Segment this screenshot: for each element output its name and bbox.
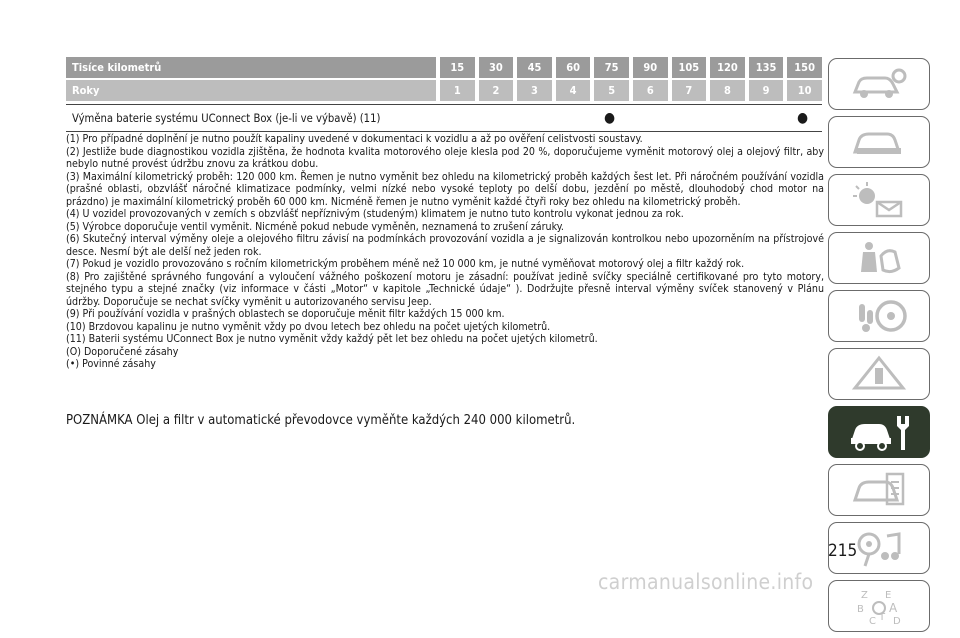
tab-safety[interactable]: [828, 232, 930, 284]
tab-driving[interactable]: [828, 290, 930, 342]
tab-index[interactable]: [828, 580, 930, 632]
header-year-cell: 5: [590, 80, 629, 101]
car-maintenance-icon: [847, 412, 911, 452]
header-km-label: Tisíce kilometrů: [72, 61, 162, 74]
tab-warning-lights[interactable]: [828, 174, 930, 226]
tab-emergency[interactable]: [828, 348, 930, 400]
safety-icon: [847, 238, 911, 278]
page-number: 215: [828, 541, 858, 561]
header-year-cell: 10: [783, 80, 822, 101]
footnote: (2) Jestliže bude diagnostikou vozidla zjištěna, že hodnota kvalita motorového oleje klesla pod 20 %, doporučujeme vyměnit motorový olej a olejový filtr, aby nebylo nutné provést údržbu znovu za krátkou dobu.: [66, 145, 824, 170]
footnote: (11) Baterii systému UConnect Box je nutno vyměnit vždy každý pět let bez ohledu na počet ujetých kilometrů.: [66, 333, 598, 345]
row-label: Výměna baterie systému UConnect Box (je-li ve výbavě) (11): [72, 111, 381, 125]
header-km-cell: 105: [668, 57, 707, 78]
footnote: (4) U vozidel provozovaných v zemích s obzvlášť nepříznivým (studeným) klimatem je nutno tuto kontrolu vykonat jednou za rok.: [66, 208, 684, 220]
header-year-cell: 9: [745, 80, 784, 101]
footnote: (9) Při používání vozidla v prašných oblastech se doporučuje měnit filtr každých 15 000 km.: [66, 308, 505, 320]
header-km-cell: 135: [745, 57, 784, 78]
row-marks: [436, 108, 822, 129]
footnote: (6) Skutečný interval výměny oleje a olejového filtru závisí na podmínkách provozování vozidla a je signalizován kontrolkou nebo upozorněním na přístrojové desce. Nesmí být ale delší než jeden rok.: [66, 233, 824, 258]
header-year-cell: 6: [629, 80, 668, 101]
technical-data-icon: [847, 470, 911, 510]
header-km-cell: 30: [475, 57, 514, 78]
svg-text:E: E: [885, 590, 892, 601]
index-icon: [847, 586, 911, 626]
row-mark-cell: [745, 108, 784, 129]
svg-text:C: C: [869, 616, 876, 626]
header-year-cell: 3: [513, 80, 552, 101]
header-years-cells: [436, 80, 822, 101]
footnote: (3) Maximální kilometrický proběh: 120 000 km. Řemen je nutno vyměnit bez ohledu na kilometrický proběh každých šest let. Při náročném používání vozidla (prašné oblasti, obzvlášť náročné klimatizace podmínky, velmi nízké nebo vysoké teploty po delší dobu, jezdění po městě, dlouhodobý chod motor na prázdno) je maximální kilometrický proběh 60 000 km. Nicméně řemen je nutno vyměnit každé čtyři roky bez ohledu na kilometrický proběh.: [66, 170, 824, 208]
tab-dashboard[interactable]: [828, 116, 930, 168]
header-year-cell: 7: [668, 80, 707, 101]
header-year-cell: 2: [475, 80, 514, 101]
header-years-label: Roky: [72, 84, 100, 97]
svg-text:D: D: [893, 616, 901, 626]
dashboard-icon: [847, 122, 911, 162]
row-mark-cell: [436, 108, 475, 129]
table-row: [66, 104, 822, 132]
row-mark-cell: ●: [797, 109, 809, 126]
poznamka-note: POZNÁMKA Olej a filtr v automatické převodovce vyměňte každých 240 000 kilometrů.: [66, 413, 576, 428]
footnote: (O) Doporučené zásahy: [66, 345, 179, 358]
footnotes: [66, 133, 824, 371]
table-header-km: [66, 57, 822, 78]
row-mark-cell: [513, 108, 552, 129]
footnote: (5) Výrobce doporučuje ventil vyměnit. Nicméně pokud nebude vyměněn, neznamená to zrušení záruky.: [66, 220, 564, 233]
row-mark-cell: [706, 108, 745, 129]
header-km-cells: [436, 57, 822, 78]
header-km-cell: 45: [513, 57, 552, 78]
header-year-cell: 8: [706, 80, 745, 101]
car-info-icon: [847, 64, 911, 104]
header-km-cell: 90: [629, 57, 668, 78]
row-mark-cell: [475, 108, 514, 129]
svg-text:Z: Z: [861, 590, 868, 601]
row-mark-cell: [668, 108, 707, 129]
header-km-cell: 150: [783, 57, 822, 78]
footnote: (•) Povinné zásahy: [66, 358, 156, 370]
svg-text:A: A: [889, 601, 898, 615]
header-km-cell: 120: [706, 57, 745, 78]
header-km-cell: 60: [552, 57, 591, 78]
warning-lights-icon: [847, 180, 911, 220]
maintenance-table: [66, 57, 822, 132]
footnote: (1) Pro případné doplnění je nutno použít kapaliny uvedené v dokumentaci k vozidlu a až po ověření celistvosti soustavy.: [66, 133, 643, 145]
footnote: (8) Pro zajištěné správného fungování a vyloučení vážného poškození motoru je zásadní: používat jedině svíčky speciálně certifikované pro tyto motory, stejného typu a stejné značky (viz informace v části „Motor“ v kapitole „Technické údaje“ ). Dodržujte přesně interval výměny svíček stanovený v Plánu údržby. Doporučuje se nechat svíčky vyměnit u autorizovaného servisu Jeep.: [66, 270, 824, 308]
header-km-cell: 75: [590, 57, 629, 78]
tab-car-info[interactable]: [828, 58, 930, 110]
row-mark-cell: [629, 108, 668, 129]
tab-car-maintenance[interactable]: [828, 406, 930, 458]
tab-technical-data[interactable]: [828, 464, 930, 516]
footnote: (7) Pokud je vozidlo provozováno s ročním kilometrickým proběhem méně než 10 000 km, je nutné vyměňovat motorový olej a filtr každý rok.: [66, 258, 745, 270]
header-km-cell: 15: [436, 57, 475, 78]
svg-text:B: B: [857, 604, 864, 615]
row-mark-cell: [552, 108, 591, 129]
header-year-cell: 4: [552, 80, 591, 101]
row-mark-cell: ●: [604, 109, 616, 126]
driving-icon: [847, 296, 911, 336]
svg-text:T: T: [879, 612, 886, 623]
emergency-icon: [847, 354, 911, 394]
watermark: carmanualsonline.info: [598, 570, 814, 594]
footnote: (10) Brzdovou kapalinu je nutno vyměnit vždy po dvou letech bez ohledu na počet ujetých kilometrů.: [66, 320, 551, 333]
header-year-cell: 1: [436, 80, 475, 101]
table-header-years: [66, 80, 822, 101]
